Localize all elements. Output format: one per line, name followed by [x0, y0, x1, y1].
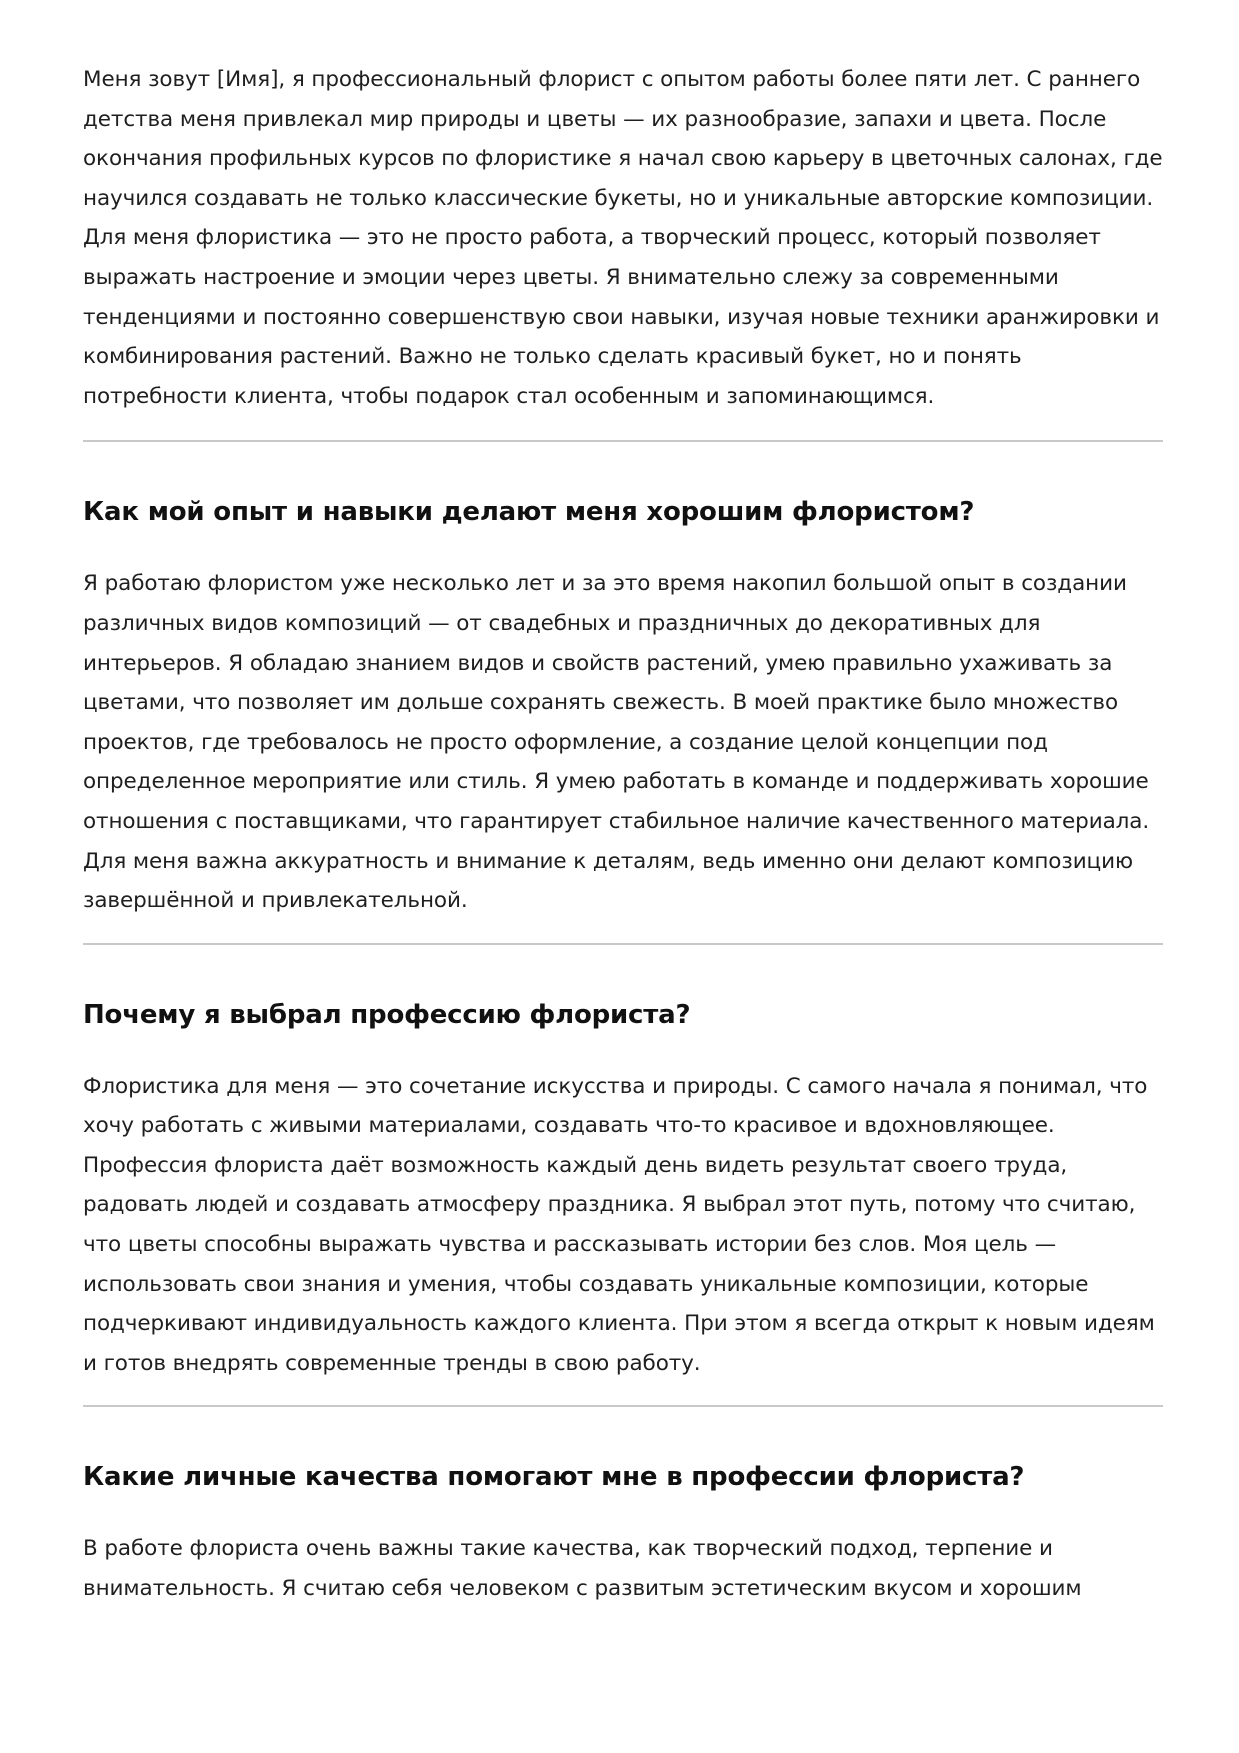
section-divider [83, 1405, 1163, 1407]
document-page [83, 60, 1163, 1609]
section-divider [83, 440, 1163, 442]
section-heading-why-florist: Почему я выбрал профессию флориста? [83, 999, 691, 1030]
section-paragraph-experience: Я работаю флористом уже несколько лет и за это время накопил большой опыт в создании различных видов композиций — от свадебных и праздничных до декоративных для интерьеров. Я обладаю знанием видов и свойств растений, умею правильно ухаживать за цветами, что позволяет им дольше сохранять свежесть. В моей практике было множество проектов, где требовалось не просто оформление, а создание целой концепции под определенное мероприятие или стиль. Я умею работать в команде и поддерживать хорошие отношения с поставщиками, что гарантирует стабильное наличие качественного материала. Для меня важна аккуратность и внимание к деталям, ведь именно они делают композицию завершённой и привлекательной. [83, 571, 1150, 914]
intro-section [83, 60, 1163, 416]
intro-paragraph: Меня зовут [Имя], я профессиональный флорист с опытом работы более пяти лет. С раннего детства меня привлекал мир природы и цветы — их разнообразие, запахи и цвета. После окончания профильных курсов по флористике я начал свою карьеру в цветочных салонах, где научился создавать не только классические букеты, но и уникальные авторские композиции. Для меня флористика — это не просто работа, а творческий процесс, который позволяет выражать настроение и эмоции через цветы. Я внимательно слежу за современными тенденциями и постоянно совершенствую свои навыки, изучая новые техники аранжировки и комбинирования растений. Важно не только сделать красивый букет, но и понять потребности клиента, чтобы подарок стал особенным и запоминающимся. [83, 67, 1163, 409]
section-divider [83, 943, 1163, 945]
section-personal-qualities [83, 1459, 1163, 1608]
section-heading-personal-qualities: Какие личные качества помогают мне в профессии флориста? [83, 1462, 1025, 1493]
section-heading-experience: Как мой опыт и навыки делают меня хорошим флористом? [83, 497, 975, 528]
section-experience [83, 494, 1163, 920]
section-paragraph-personal-qualities: В работе флориста очень важны такие качества, как творческий подход, терпение и внимательность. Я считаю себя человеком с развитым эстетическим вкусом и хорошим [83, 1536, 1082, 1602]
section-paragraph-why-florist: Флористика для меня — это сочетание искусства и природы. С самого начала я понимал, что хочу работать с живыми материалами, создавать что-то красивое и вдохновляющее. Профессия флориста даёт возможность каждый день видеть результат своего труда, радовать людей и создавать атмосферу праздника. Я выбрал этот путь, потому что считаю, что цветы способны выражать чувства и рассказывать истории без слов. Моя цель — использовать свои знания и умения, чтобы создавать уникальные композиции, которые подчеркивают индивидуальность каждого клиента. При этом я всегда открыт к новым идеям и готов внедрять современные тренды в свою работу. [83, 1073, 1155, 1376]
section-why-florist [83, 997, 1163, 1384]
